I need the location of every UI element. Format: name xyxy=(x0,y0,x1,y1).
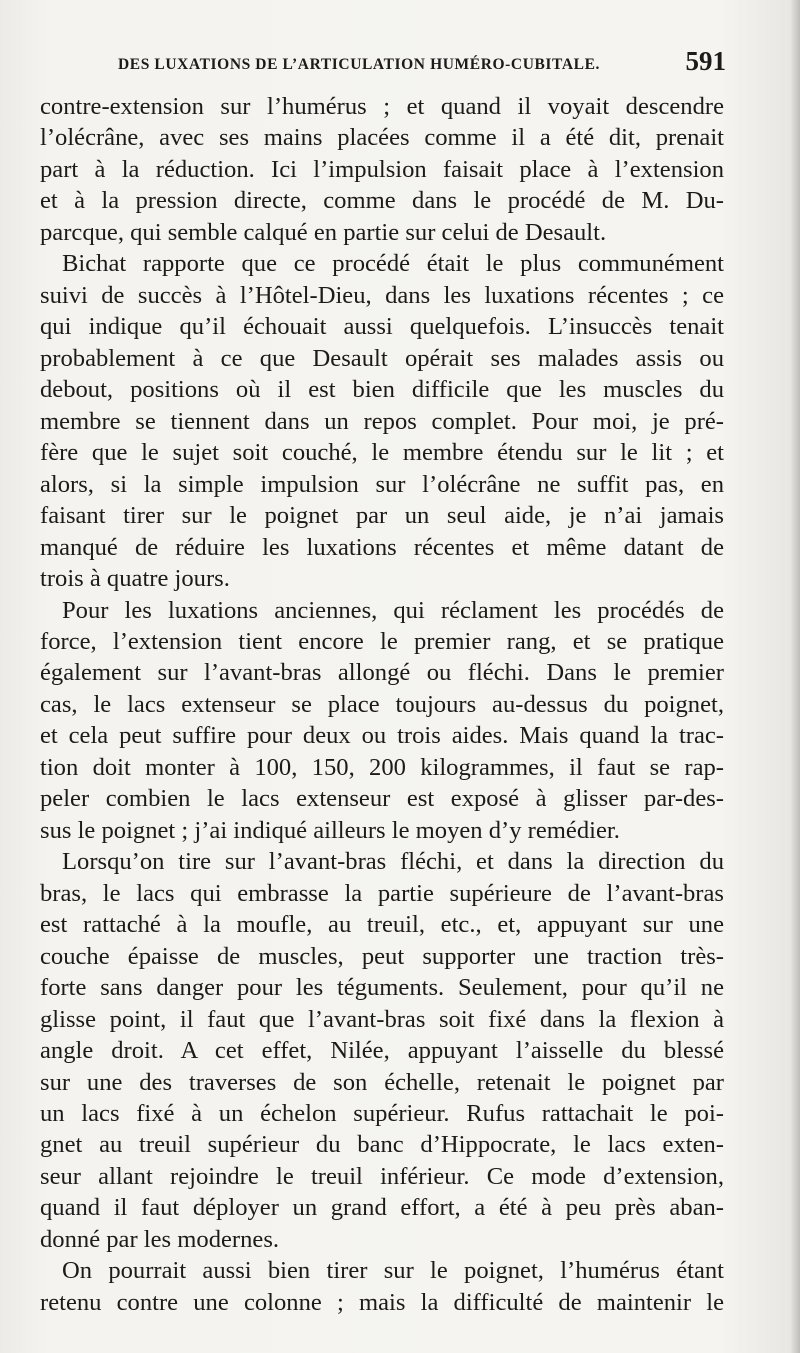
text-line: seur allant rejoindre le treuil inférieur. Ce mode d’extension, xyxy=(40,1162,724,1190)
text-line: probablement à ce que Desault opérait ses malades assis ou xyxy=(40,344,724,372)
page-header xyxy=(118,46,726,76)
text-line: trois à quatre jours. xyxy=(40,565,230,593)
text-line: gnet au treuil supérieur du banc d’Hippocrate, le lacs exten- xyxy=(40,1131,724,1159)
text-line: un lacs fixé à un échelon supérieur. Rufus rattachait le poi- xyxy=(40,1100,724,1127)
text-line: force, l’extension tient encore le premier rang, et se pratique xyxy=(40,627,724,655)
page-edge-shadow xyxy=(790,0,800,1353)
text-line: faisant tirer sur le poignet par un seul aide, je n’ai jamais xyxy=(40,502,724,530)
text-line: également sur l’avant-bras allongé ou fléchi. Dans le premier xyxy=(40,659,724,687)
text-line: donné par les modernes. xyxy=(40,1225,280,1253)
text-line: membre se tiennent dans un repos complet. Pour moi, je pré- xyxy=(40,407,724,435)
text-line: l’olécrâne, avec ses mains placées comme il a été dit, prenait xyxy=(40,124,724,152)
text-line: cas, le lacs extenseur se place toujours au-dessus du poignet, xyxy=(40,690,724,718)
text-line: Bichat rapporte que ce procédé était le plus communément xyxy=(62,250,724,278)
text-line: suivi de succès à l’Hôtel-Dieu, dans les luxations récentes ; ce xyxy=(40,281,724,309)
running-title: DES LUXATIONS DE L’ARTICULATION HUMÉRO-CUBITALE. xyxy=(118,56,600,73)
text-line: et à la pression directe, comme dans le procédé de M. Du- xyxy=(40,187,724,215)
text-line: alors, si la simple impulsion sur l’olécrâne ne suffit pas, en xyxy=(40,470,724,498)
text-line: qui indique qu’il échouait aussi quelquefois. L’insuccès tenait xyxy=(40,313,724,341)
text-line: fère que le sujet soit couché, le membre étendu sur le lit ; et xyxy=(40,439,724,467)
text-line: On pourrait aussi bien tirer sur le poignet, l’humérus étant xyxy=(62,1257,724,1285)
text-line: forte sans danger pour les téguments. Seulement, pour qu’il ne xyxy=(40,974,724,1002)
text-line: couche épaisse de muscles, peut supporter une traction très- xyxy=(40,942,724,970)
text-line: bras, le lacs qui embrasse la partie supérieure de l’avant-bras xyxy=(40,879,724,907)
text-line: manqué de réduire les luxations récentes et même datant de xyxy=(40,533,724,561)
text-line: contre-extension sur l’humérus ; et quand il voyait descendre xyxy=(40,93,724,120)
text-line: sur une des traverses de son échelle, retenait le poignet par xyxy=(40,1068,724,1096)
text-line: debout, positions où il est bien difficile que les muscles du xyxy=(40,376,724,404)
text-line: retenu contre une colonne ; mais la difficulté de maintenir le xyxy=(40,1288,724,1316)
text-line: part à la réduction. Ici l’impulsion faisait place à l’extension xyxy=(40,155,724,183)
text-line: sus le poignet ; j’ai indiqué ailleurs le moyen d’y remédier. xyxy=(40,816,620,844)
text-line: glisse point, il faut que l’avant-bras soit fixé dans la flexion à xyxy=(40,1005,724,1033)
text-line: peler combien le lacs extenseur est exposé à glisser par-des- xyxy=(40,785,724,813)
text-line: quand il faut déployer un grand effort, a été à peu près aban- xyxy=(40,1194,724,1222)
text-line: et cela peut suffire pour deux ou trois aides. Mais quand la trac- xyxy=(40,722,724,750)
text-line: angle droit. A cet effet, Nilée, appuyant l’aisselle du blessé xyxy=(40,1037,724,1065)
text-line: est rattaché à la moufle, au treuil, etc., et, appuyant sur une xyxy=(40,911,724,939)
page-number: 591 xyxy=(685,46,726,76)
text-line: parcque, qui semble calqué en partie sur celui de Desault. xyxy=(40,218,607,246)
text-line: Pour les luxations anciennes, qui réclament les procédés de xyxy=(62,596,724,624)
text-line: tion doit monter à 100, 150, 200 kilogrammes, il faut se rap- xyxy=(40,753,724,781)
body-text xyxy=(40,91,724,1318)
text-line: Lorsqu’on tire sur l’avant-bras fléchi, et dans la direction du xyxy=(62,848,724,876)
